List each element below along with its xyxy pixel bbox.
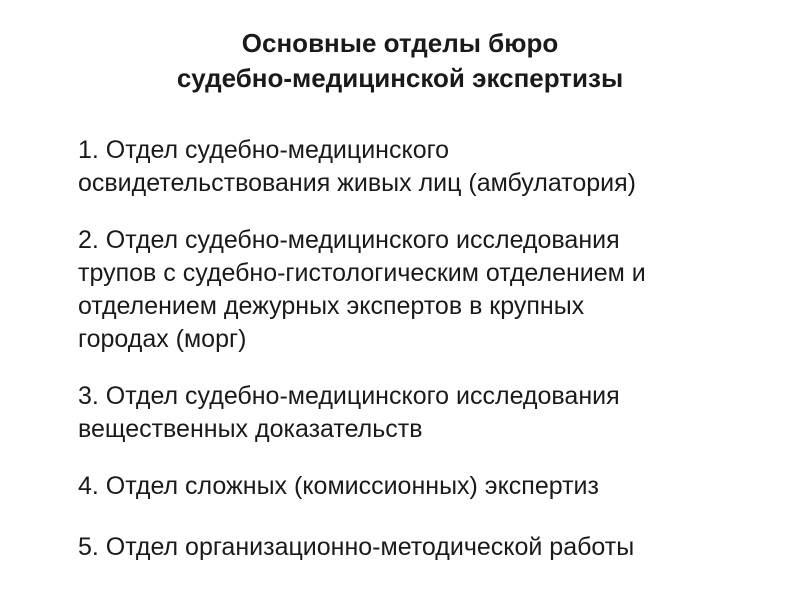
list-item-line: 2. Отдел судебно-медицинского исследования	[78, 226, 620, 254]
list-item-line: трупов с судебно-гистологическим отделением и	[78, 259, 646, 287]
title-line-1: Основные отделы бюро	[241, 28, 559, 58]
list-item-department-3	[78, 380, 768, 446]
list-item-department-1	[78, 134, 768, 200]
list-item-line: городах (морг)	[78, 325, 247, 353]
list-item-line: освидетельствования живых лиц (амбулатория)	[78, 169, 636, 197]
slide-title	[100, 26, 700, 96]
list-item-line: 3. Отдел судебно-медицинского исследования	[78, 382, 620, 410]
list-item-line: 5. Отдел организационно-методической работы	[78, 533, 635, 561]
list-item-line: 1. Отдел судебно-медицинского	[78, 136, 450, 164]
list-item-department-4	[78, 470, 768, 503]
list-item-line: отделением дежурных экспертов в крупных	[78, 292, 585, 320]
list-item-department-2	[78, 224, 768, 356]
list-item-line: 4. Отдел сложных (комиссионных) экспертиз	[78, 472, 599, 500]
list-item-line: вещественных доказательств	[78, 415, 423, 443]
departments-list	[78, 134, 768, 592]
list-item-department-5	[78, 531, 768, 564]
title-line-2: судебно-медицинской экспертизы	[176, 63, 624, 93]
